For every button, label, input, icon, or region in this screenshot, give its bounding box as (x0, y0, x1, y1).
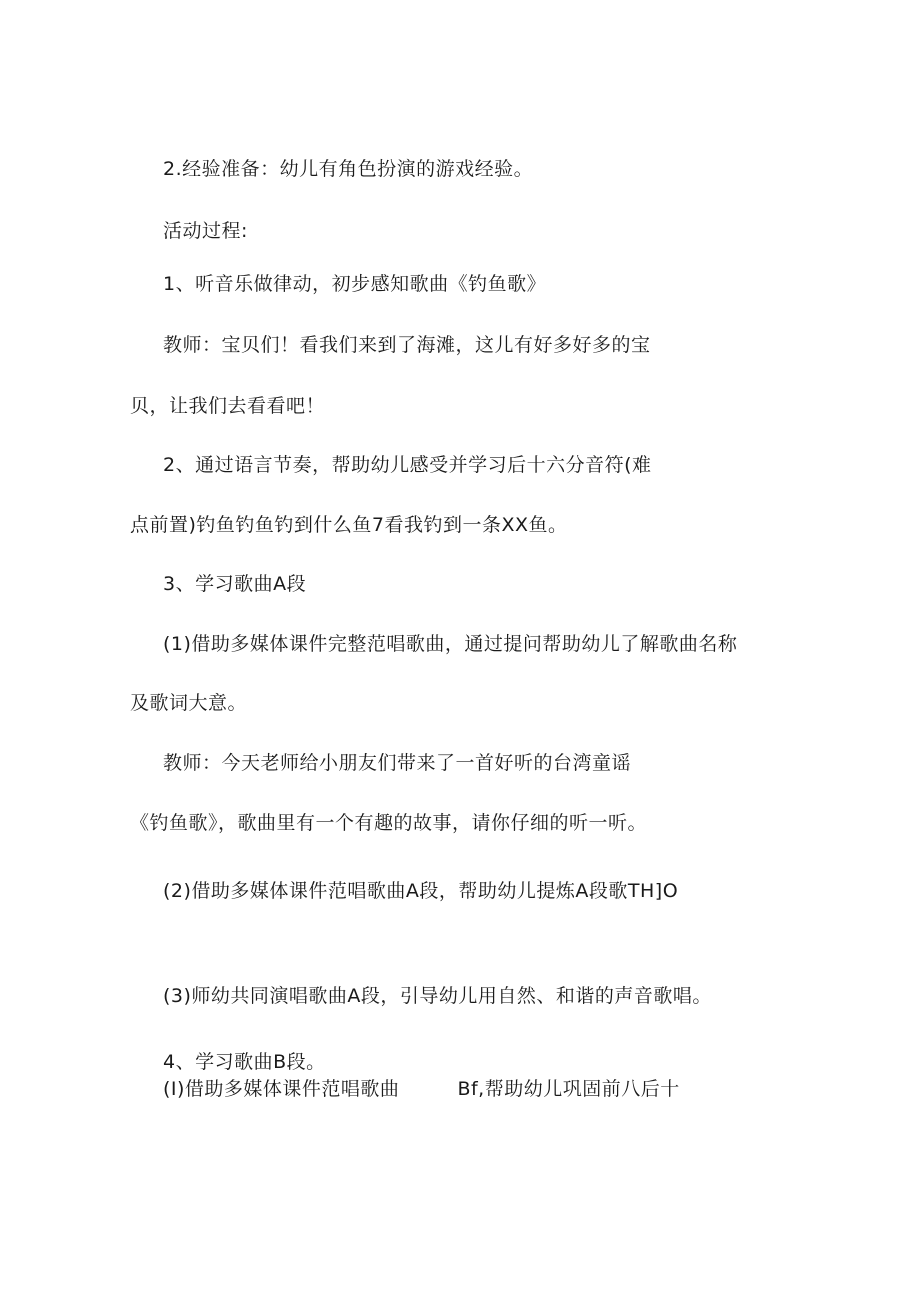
step-3-item-2: (2)借助多媒体课件范唱歌曲A段，帮助幼儿提炼A段歌TH]O (163, 880, 679, 902)
teacher-line-2: 教师：今天老师给小朋友们带来了一首好听的台湾童谣 (163, 752, 632, 774)
step-4-item-1-part-b: Bf,帮助幼儿巩固前八后十 (457, 1078, 680, 1100)
step-4-heading: 4、学习歌曲B段。 (163, 1051, 326, 1073)
teacher-line-1: 教师：宝贝们！看我们来到了海滩，这儿有好多好多的宝 (163, 334, 651, 356)
step-4-item-1-part-a: (I)借助多媒体课件范唱歌曲 (163, 1078, 400, 1100)
paragraph-experience-prep: 2.经验准备：幼儿有角色扮演的游戏经验。 (163, 158, 534, 180)
step-3-heading: 3、学习歌曲A段 (163, 573, 307, 595)
step-2-heading: 2、通过语言节奏，帮助幼儿感受并学习后十六分音符(难 (163, 454, 652, 476)
step-2-cont: 点前置)钓鱼钓鱼钓到什么鱼7看我钓到一条XX鱼。 (130, 514, 568, 536)
teacher-line-1-cont: 贝，让我们去看看吧！ (130, 395, 326, 417)
heading-activity-process: 活动过程: (163, 220, 248, 242)
step-3-item-1-cont: 及歌词大意。 (130, 692, 248, 714)
step-1-heading: 1、听音乐做律动，初步感知歌曲《钓鱼歌》 (163, 273, 547, 295)
step-3-item-1: (1)借助多媒体课件完整范唱歌曲，通过提问帮助幼儿了解歌曲名称 (163, 633, 738, 655)
teacher-line-2-cont: 《钓鱼歌》，歌曲里有一个有趣的故事，请你仔细的听一听。 (130, 812, 648, 834)
step-3-item-3: (3)师幼共同演唱歌曲A段，引导幼儿用自然、和谐的声音歌唱。 (163, 985, 712, 1007)
step-4-item-1 (163, 1077, 680, 1101)
